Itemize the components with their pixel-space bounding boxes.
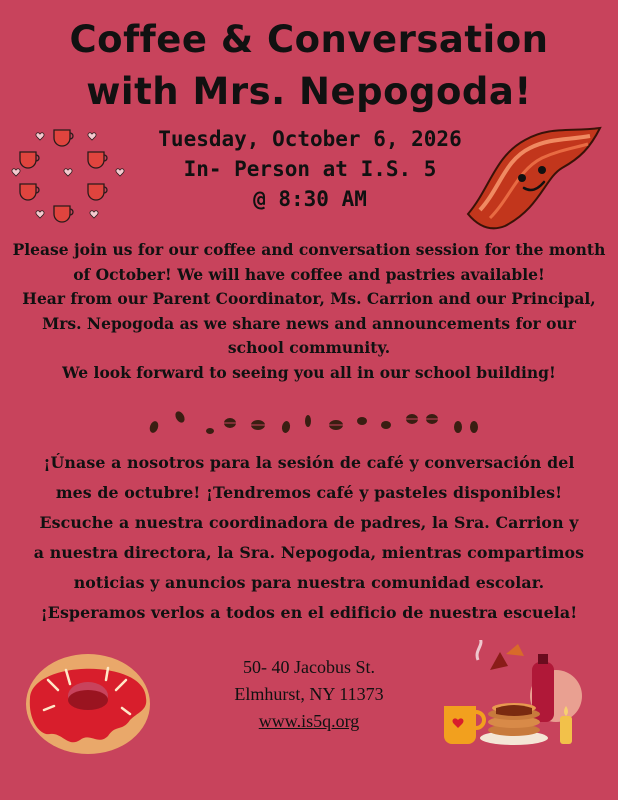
address-street: 50- 40 Jacobus St. — [243, 657, 375, 677]
spanish-line: ¡Esperamos verlos a todos en el edificio de nuestra escuela! — [40, 603, 578, 622]
english-message — [0, 238, 618, 385]
english-line: Hear from our Parent Coordinator, Ms. Carrion and our Principal, — [22, 289, 596, 308]
coffee-beans-divider-icon — [140, 405, 485, 437]
event-details — [130, 124, 490, 214]
address-city: Elmhurst, NY 11373 — [234, 684, 384, 704]
spanish-line: Escuche a nuestra coordinadora de padres, la Sra. Carrion y — [39, 513, 579, 532]
website-link[interactable]: www.is5q.org — [258, 711, 360, 731]
spanish-line: mes de octubre! ¡Tendremos café y pasteles disponibles! — [55, 483, 563, 502]
flyer-title — [0, 14, 618, 118]
event-location: In- Person at I.S. 5 — [183, 157, 437, 181]
title-line-2: with Mrs. Nepogoda! — [86, 70, 532, 113]
spanish-line: noticias y anuncios para nuestra comunidad escolar. — [73, 573, 545, 592]
bacon-icon — [450, 118, 610, 238]
coffee-cups-ring-icon — [10, 122, 128, 227]
english-line: Mrs. Nepogoda as we share news and announcements for our — [42, 313, 576, 333]
event-time: @ 8:30 AM — [253, 187, 367, 211]
title-line-1: Coffee & Conversation — [69, 18, 549, 61]
spanish-line: a nuestra directora, la Sra. Nepogoda, mientras compartimos — [33, 543, 585, 562]
event-date: Tuesday, October 6, 2026 — [158, 127, 462, 151]
donut-icon — [18, 640, 158, 760]
spanish-message — [0, 448, 618, 628]
address-block — [200, 654, 418, 735]
english-line: school community. — [227, 338, 391, 357]
spanish-line: ¡Únase a nosotros para la sesión de café y conversación del — [43, 453, 575, 472]
english-line: of October! We will have coffee and pastries available! — [73, 264, 545, 284]
english-line: We look forward to seeing you all in our school building! — [62, 362, 556, 382]
english-line: Please join us for our coffee and conversation session for the month — [12, 240, 606, 259]
breakfast-icon — [438, 640, 598, 750]
